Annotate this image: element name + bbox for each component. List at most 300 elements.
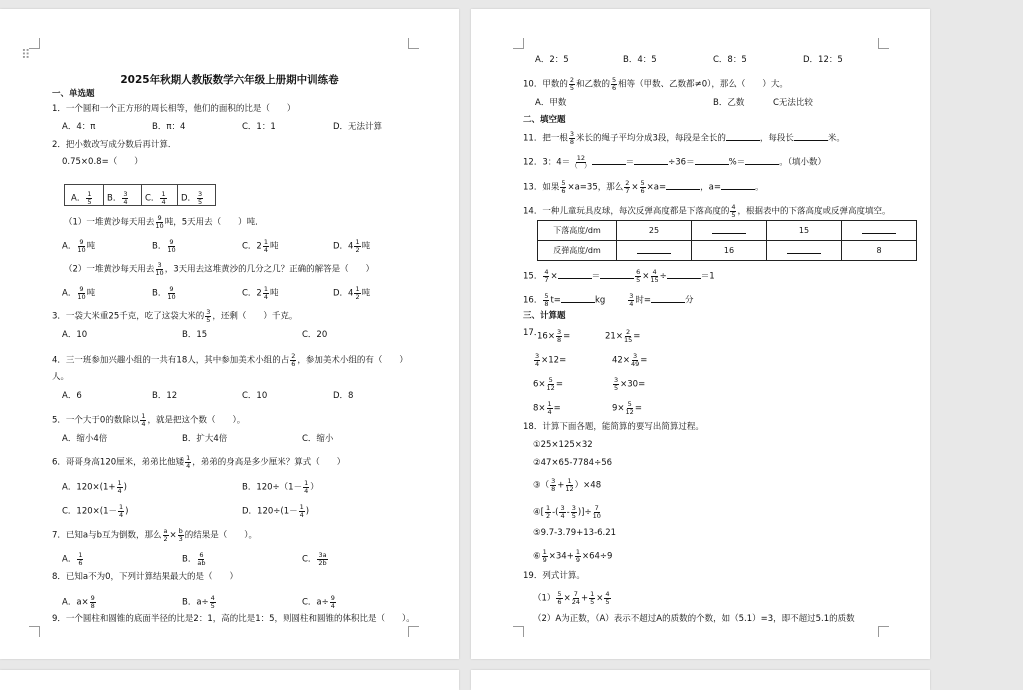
numerator: 1 bbox=[263, 285, 268, 293]
table-cell: 8 bbox=[842, 241, 917, 261]
text: 10．甲数的 bbox=[523, 79, 568, 90]
option-label: B． bbox=[182, 554, 197, 565]
question-9: 9．一个圆柱和圆锥的底面半径的比是2：1，高的比是1：5，则圆柱和圆锥的体积比是（ ）。 bbox=[52, 614, 415, 624]
denominator: 8 bbox=[556, 335, 562, 344]
option-a bbox=[62, 239, 95, 253]
text: ，参加美术小组的有（ ） bbox=[297, 355, 408, 366]
text: 相等（甲数、乙数都≠0），那么（ ）大。 bbox=[618, 79, 788, 90]
denominator: 4 bbox=[119, 510, 124, 519]
numerator: 3 bbox=[629, 292, 634, 300]
denominator: 6 bbox=[78, 558, 83, 567]
text: ＝ bbox=[625, 157, 635, 168]
table-cell bbox=[842, 221, 917, 241]
numerator: 1 bbox=[119, 503, 124, 511]
option-c: C．10 bbox=[242, 391, 268, 401]
text: 米长的绳子平均分成3段，每段是全长的 bbox=[575, 133, 726, 144]
denominator: 15 bbox=[650, 275, 659, 284]
denominator: 6 bbox=[561, 186, 566, 195]
denominator: 4 bbox=[560, 511, 565, 520]
denominator: 8 bbox=[551, 484, 556, 493]
section-heading: 二、填空题 bbox=[523, 115, 566, 125]
fraction bbox=[86, 191, 92, 205]
text: ，就是把这个数（ ）。 bbox=[147, 415, 246, 426]
denominator: 5 bbox=[210, 601, 215, 610]
unit: 吨 bbox=[269, 241, 279, 252]
calc-item: ①25×125×32 bbox=[533, 440, 593, 450]
numerator: a bbox=[163, 527, 168, 535]
numerator: 3 bbox=[556, 328, 562, 336]
fraction bbox=[77, 286, 85, 300]
text: ÷ bbox=[659, 271, 667, 282]
text: 15． bbox=[523, 271, 543, 282]
denominator: 10 bbox=[167, 292, 176, 301]
numerator: 4 bbox=[605, 590, 610, 598]
denominator: 8 bbox=[90, 601, 95, 610]
numerator: 1 bbox=[590, 590, 595, 598]
numerator: 2 bbox=[569, 76, 574, 84]
text: 6．哥哥身高120厘米，弟弟比他矮 bbox=[52, 457, 185, 468]
text: 14．一种儿童玩具皮球，每次反弹高度都是下落高度的 bbox=[523, 206, 730, 217]
text: = bbox=[563, 331, 571, 342]
text: %＝ bbox=[728, 157, 746, 168]
option-b bbox=[152, 286, 177, 300]
calc-item bbox=[605, 329, 640, 343]
numerator: 9 bbox=[157, 214, 162, 222]
text: 4．三一班参加兴趣小组的一共有18人，其中参加美术小组的占 bbox=[52, 355, 290, 366]
text: ） bbox=[310, 482, 319, 493]
denominator: （ ） bbox=[571, 161, 591, 170]
denominator: 5 bbox=[731, 210, 736, 219]
fraction bbox=[197, 191, 203, 205]
text: ×12= bbox=[541, 355, 567, 366]
option-c bbox=[242, 239, 279, 253]
answer-blank[interactable] bbox=[712, 225, 746, 234]
option-b: B．4：5 bbox=[623, 55, 657, 65]
question-4-continued: 人。 bbox=[52, 372, 70, 382]
text: 13．如果 bbox=[523, 182, 560, 193]
table-cell bbox=[692, 221, 767, 241]
fraction bbox=[290, 353, 296, 367]
numerator: 9 bbox=[169, 285, 174, 293]
fraction bbox=[117, 480, 123, 494]
fraction bbox=[650, 269, 658, 283]
answer-blank[interactable] bbox=[592, 156, 626, 165]
denominator: 7 bbox=[544, 275, 549, 284]
answer-blank[interactable] bbox=[651, 294, 685, 303]
denominator: 12 bbox=[565, 484, 574, 493]
answer-blank[interactable] bbox=[862, 225, 896, 234]
option-text: D．120÷(1－ bbox=[242, 506, 298, 517]
text: 。 bbox=[754, 182, 764, 193]
option-a: A．10 bbox=[62, 330, 88, 340]
denominator: 49 bbox=[630, 359, 640, 368]
calc-item: ⑤9.7-3.79+13-6.21 bbox=[533, 528, 617, 538]
denominator: 4 bbox=[535, 359, 540, 368]
table-cell: 16 bbox=[692, 241, 767, 261]
option-d: D．8 bbox=[333, 391, 354, 401]
option-label: C． bbox=[145, 193, 160, 204]
text: ) bbox=[125, 506, 129, 517]
numerator: 5 bbox=[557, 590, 562, 598]
fraction bbox=[185, 455, 191, 469]
numerator: 9 bbox=[330, 594, 335, 602]
denominator: 7 bbox=[625, 186, 630, 195]
denominator: 6 bbox=[291, 359, 296, 368]
option-c: C．1：1 bbox=[242, 122, 276, 132]
answer-blank[interactable] bbox=[600, 270, 634, 279]
option-a bbox=[62, 480, 127, 494]
numerator: 9 bbox=[90, 594, 95, 602]
answer-blank[interactable] bbox=[726, 132, 760, 141]
denominator: 10 bbox=[167, 245, 176, 254]
table-cell: 25 bbox=[617, 221, 692, 241]
fraction bbox=[542, 549, 548, 563]
option-b bbox=[152, 239, 177, 253]
fraction bbox=[263, 239, 269, 253]
option-text: C．120×(1－ bbox=[62, 506, 118, 517]
denominator: 12 bbox=[625, 407, 634, 416]
option-label: C．a÷ bbox=[302, 597, 329, 608]
option-a bbox=[62, 595, 97, 609]
text: ＝ bbox=[591, 271, 601, 282]
drag-handle-icon[interactable]: ⠿ bbox=[21, 48, 30, 63]
fraction bbox=[263, 286, 269, 300]
fraction bbox=[167, 239, 175, 253]
numerator: 3 bbox=[198, 190, 203, 198]
answer-blank[interactable] bbox=[666, 181, 700, 190]
answer-blank[interactable] bbox=[558, 270, 592, 279]
numerator: 1 bbox=[263, 238, 268, 246]
option-c bbox=[302, 595, 337, 609]
numerator: 1 bbox=[547, 400, 552, 408]
unit: 吨 bbox=[86, 288, 96, 299]
denominator: 4 bbox=[263, 292, 268, 301]
answer-blank[interactable] bbox=[787, 245, 821, 254]
fraction bbox=[550, 478, 556, 492]
fraction bbox=[547, 377, 555, 391]
text: = bbox=[634, 403, 642, 414]
question-2-part-1 bbox=[64, 215, 264, 229]
denominator: ab bbox=[197, 558, 206, 567]
document-page-2 bbox=[471, 9, 930, 659]
page-corner-mark bbox=[513, 626, 524, 637]
numerator: 1 bbox=[186, 454, 191, 462]
text: = bbox=[640, 355, 648, 366]
denominator: 4 bbox=[330, 601, 335, 610]
numerator: 3 bbox=[571, 504, 576, 512]
option-text: B．120÷（1－ bbox=[242, 482, 303, 493]
text: + bbox=[580, 593, 589, 604]
question-14 bbox=[523, 204, 890, 218]
text: 吨，5天用去（ ）吨． bbox=[164, 217, 264, 228]
document-page-1 bbox=[0, 9, 459, 659]
numerator: 3 bbox=[569, 130, 574, 138]
text: 5．一个大于0的数除以 bbox=[52, 415, 140, 426]
numerator: 9 bbox=[169, 238, 174, 246]
denominator: 5 bbox=[198, 197, 203, 206]
unit: 吨 bbox=[86, 241, 96, 252]
option-b bbox=[242, 480, 319, 494]
option-b bbox=[182, 552, 206, 566]
option-label: A． bbox=[62, 554, 77, 565]
text: 和乙数的 bbox=[575, 79, 610, 90]
table-row bbox=[538, 241, 917, 261]
denominator: 15 bbox=[623, 335, 633, 344]
question-2: 2．把小数改写成分数后再计算． bbox=[52, 140, 177, 150]
option-label: D．4 bbox=[333, 288, 354, 299]
table-cell: 15 bbox=[767, 221, 842, 241]
calc-item bbox=[533, 549, 612, 563]
denominator: 10 bbox=[77, 292, 86, 301]
option-b: B．π：4 bbox=[152, 122, 186, 132]
denominator: 4 bbox=[117, 486, 122, 495]
question-13 bbox=[523, 180, 763, 194]
calc-item bbox=[533, 478, 601, 492]
text: -( bbox=[552, 507, 559, 518]
fraction bbox=[624, 329, 632, 343]
fraction bbox=[631, 353, 639, 367]
option-a: A．2：5 bbox=[535, 55, 569, 65]
denominator: 4 bbox=[123, 197, 128, 206]
option-a: A．6 bbox=[62, 391, 82, 401]
fraction bbox=[624, 180, 630, 194]
option-label: C． bbox=[302, 554, 317, 565]
text: 分 bbox=[685, 295, 694, 306]
answer-blank[interactable] bbox=[745, 156, 779, 165]
denominator: 5 bbox=[636, 275, 641, 284]
numerator: 3 bbox=[157, 261, 162, 269]
fraction bbox=[77, 552, 83, 566]
option-d bbox=[333, 239, 370, 253]
box-option-d bbox=[181, 191, 204, 205]
denominator: 4 bbox=[161, 197, 166, 206]
fraction bbox=[317, 552, 327, 566]
denominator: 9 bbox=[575, 555, 580, 564]
numerator: 12 bbox=[576, 154, 586, 162]
fraction bbox=[167, 286, 175, 300]
text: 11．把一根 bbox=[523, 133, 568, 144]
denominator: 8 bbox=[544, 299, 549, 308]
fraction bbox=[640, 180, 646, 194]
option-label: A． bbox=[71, 193, 86, 204]
denominator: 2 bbox=[355, 245, 360, 254]
denominator: 6 bbox=[640, 186, 645, 195]
text: ④[ bbox=[533, 507, 544, 518]
fraction bbox=[560, 180, 566, 194]
denominator: 6 bbox=[557, 597, 562, 606]
option-label: C．2 bbox=[242, 241, 262, 252]
fraction bbox=[547, 401, 553, 415]
option-a bbox=[62, 552, 84, 566]
option-a: A．缩小4倍 bbox=[62, 434, 108, 444]
text: t= bbox=[550, 295, 561, 306]
fraction bbox=[299, 504, 305, 518]
page-corner-mark bbox=[408, 38, 419, 49]
text: 时= bbox=[635, 295, 652, 306]
fraction bbox=[330, 595, 336, 609]
page-corner-mark bbox=[29, 626, 40, 637]
calc-item bbox=[533, 377, 563, 391]
denominator: 2 bbox=[545, 511, 551, 520]
denominator: 4 bbox=[141, 419, 146, 428]
answer-blank[interactable] bbox=[634, 156, 668, 165]
option-c bbox=[302, 552, 329, 566]
text: ，根据表中的下落高度或反弹高度填空。 bbox=[737, 206, 891, 217]
fraction bbox=[140, 413, 146, 427]
answer-blank[interactable] bbox=[561, 294, 595, 303]
text: ，3天用去这堆黄沙的几分之几？正确的解答是（ ） bbox=[164, 264, 375, 275]
answer-blank[interactable] bbox=[667, 270, 701, 279]
numerator: 3 bbox=[551, 477, 556, 485]
text: = bbox=[553, 403, 561, 414]
fraction bbox=[565, 478, 573, 492]
answer-blank[interactable] bbox=[695, 156, 729, 165]
option-label: C．2 bbox=[242, 288, 262, 299]
answer-blank[interactable] bbox=[637, 245, 671, 254]
answer-blank[interactable] bbox=[721, 181, 755, 190]
numerator: 1 bbox=[141, 412, 146, 420]
option-d bbox=[242, 504, 309, 518]
page-corner-mark bbox=[878, 38, 889, 49]
fraction bbox=[575, 549, 581, 563]
text: kg bbox=[594, 295, 606, 306]
denominator: 4 bbox=[547, 407, 552, 416]
option-label: B． bbox=[152, 288, 167, 299]
text: ×34+ bbox=[548, 551, 574, 562]
text: ）×48 bbox=[574, 480, 602, 491]
denominator: 10 bbox=[155, 268, 164, 277]
numerator: 6 bbox=[199, 551, 204, 559]
text: = bbox=[555, 379, 563, 390]
document-page-3 bbox=[0, 670, 459, 690]
option-label: A． bbox=[62, 241, 77, 252]
option-b: B．扩大4倍 bbox=[182, 434, 228, 444]
fraction bbox=[545, 505, 551, 519]
question-6 bbox=[52, 455, 345, 469]
text: × bbox=[563, 593, 571, 604]
calc-item bbox=[533, 591, 612, 605]
option-d: D．12：5 bbox=[803, 55, 843, 65]
numerator: 2 bbox=[626, 328, 631, 336]
question-4 bbox=[52, 353, 408, 367]
text: 16． bbox=[523, 295, 543, 306]
fraction bbox=[569, 131, 575, 145]
denominator: 2 bbox=[163, 534, 168, 543]
question-2-expression: 0.75×0.8=（ ） bbox=[62, 157, 143, 167]
calc-item: （2）A为正数，（A）表示不超过A的质数的个数，如（5.1）=3，即不超过5.1的质数 bbox=[533, 614, 855, 624]
numerator: 1 bbox=[299, 503, 304, 511]
numerator: 5 bbox=[611, 76, 617, 84]
page-title: 2025年秋期人教版数学六年级上册期中训练卷 bbox=[120, 74, 339, 86]
unit: 吨 bbox=[361, 241, 371, 252]
page-corner-mark bbox=[29, 38, 40, 49]
option-label: D． bbox=[181, 193, 197, 204]
denominator: 5 bbox=[571, 511, 576, 520]
question-17-label: 17． bbox=[523, 328, 543, 338]
denominator: 5 bbox=[605, 597, 610, 606]
fraction bbox=[571, 155, 591, 169]
numerator: 1 bbox=[78, 551, 83, 559]
numerator: 5 bbox=[544, 292, 549, 300]
unit: 吨 bbox=[269, 288, 279, 299]
denominator: 10 bbox=[77, 245, 86, 254]
question-1: 1．一个圆和一个正方形的周长相等，他们的面积的比是（ ） bbox=[52, 104, 296, 114]
option-b: B．乙数 bbox=[713, 98, 745, 108]
fraction bbox=[178, 528, 184, 542]
fraction bbox=[635, 269, 641, 283]
denominator: 5 bbox=[87, 197, 92, 206]
text: 12．3：4＝ bbox=[523, 157, 571, 168]
fraction bbox=[197, 552, 205, 566]
fraction bbox=[613, 377, 619, 391]
fraction bbox=[155, 215, 163, 229]
option-label: A． bbox=[62, 288, 77, 299]
text: ÷36＝ bbox=[668, 157, 695, 168]
numerator: 1 bbox=[161, 190, 166, 198]
fraction bbox=[559, 505, 565, 519]
section-heading: 三、计算题 bbox=[523, 311, 566, 321]
text: ) bbox=[305, 506, 310, 517]
text: ×30= bbox=[620, 379, 646, 390]
unit: 吨 bbox=[361, 288, 371, 299]
denominator: 2b bbox=[318, 558, 327, 567]
text: ，a= bbox=[700, 182, 721, 193]
numerator: 2 bbox=[291, 352, 296, 360]
text: 8× bbox=[533, 403, 546, 414]
text: × bbox=[631, 182, 639, 193]
option-label: A．a× bbox=[62, 597, 89, 608]
fraction bbox=[569, 77, 575, 91]
table-cell bbox=[617, 241, 692, 261]
text: 7．已知a与b互为倒数，那么 bbox=[52, 530, 162, 541]
fraction bbox=[534, 353, 540, 367]
denominator: 4 bbox=[304, 486, 309, 495]
page-corner-mark bbox=[513, 38, 524, 49]
denominator: 5 bbox=[614, 383, 619, 392]
text: - bbox=[566, 507, 570, 518]
numerator: 3a bbox=[318, 551, 327, 559]
option-d: D．无法计算 bbox=[333, 122, 383, 132]
numerator: 1 bbox=[117, 479, 122, 487]
denominator: 10 bbox=[155, 221, 164, 230]
option-c: C．缩小 bbox=[302, 434, 334, 444]
numerator: 5 bbox=[640, 179, 645, 187]
denominator: 5 bbox=[590, 597, 595, 606]
fraction bbox=[593, 505, 601, 519]
numerator: b bbox=[178, 527, 183, 535]
text: × bbox=[596, 593, 604, 604]
question-2-option-box bbox=[64, 184, 216, 206]
denominator: 8 bbox=[569, 137, 574, 146]
fraction bbox=[611, 77, 617, 91]
text: 9× bbox=[612, 403, 625, 414]
fraction bbox=[604, 591, 610, 605]
question-11 bbox=[523, 131, 845, 145]
numerator: 9 bbox=[79, 285, 84, 293]
fraction bbox=[354, 239, 360, 253]
numerator: 1 bbox=[87, 190, 92, 198]
answer-blank[interactable] bbox=[794, 132, 828, 141]
fraction bbox=[122, 191, 128, 205]
page-corner-mark bbox=[408, 626, 419, 637]
text: 的结果是（ ）。 bbox=[184, 530, 258, 541]
numerator: 6 bbox=[636, 268, 641, 276]
denominator: 10 bbox=[592, 511, 601, 520]
numerator: 1 bbox=[355, 285, 360, 293]
question-10 bbox=[523, 77, 788, 91]
option-d bbox=[333, 286, 370, 300]
numerator: 7 bbox=[573, 590, 578, 598]
